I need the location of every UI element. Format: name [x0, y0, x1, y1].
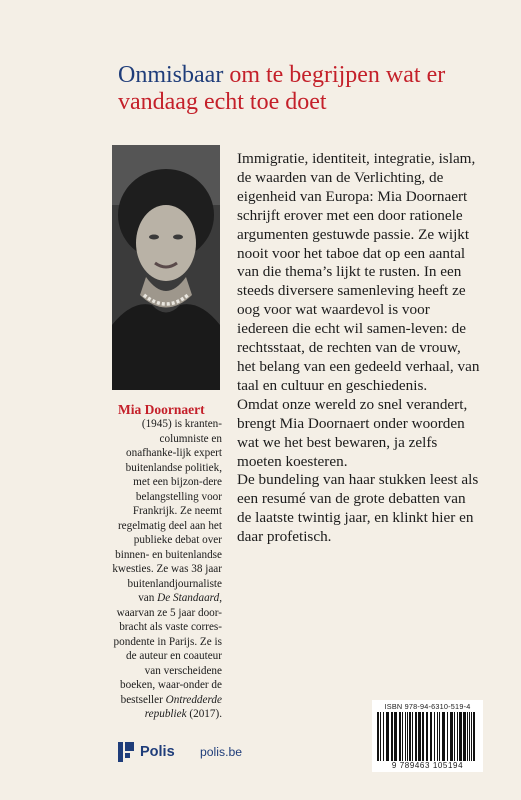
isbn-digits: 9 789463 105194 [391, 761, 464, 770]
blurb-paragraph-1: Immigratie, identiteit, integratie, islam, de waarden van de Verlichting, de eigenheid van Europa: Mia Doornaert schrijft erover met een door rationele argumenten gestuwde passie. Ze wijkt nooit voor het taboe dat op een aantal van die thema’s lijkt te rusten. In een steeds diversere samenleving heeft ze oog voor wat waardevol is voor iedereen die echt wil samen-leven: de rechtsstaat, de rechten van de vrouw, het belang van een gedeeld verhaal, van taal en cultuur en geschiedenis. [237, 150, 480, 394]
barcode-bars [376, 712, 479, 761]
bio-book-title: Ontredderde republiek [144, 693, 222, 720]
blurb [237, 150, 483, 547]
headline-emphasis: Onmisbaar [118, 62, 224, 88]
polis-logo-icon [118, 742, 134, 762]
bio-text-2: , waarvan ze 5 jaar door-bracht als vaste corres-pondente in Parijs. Ze is de auteur en coauteur van verscheidene boeken, waar-onder de bestseller [113, 592, 222, 706]
author-bio [112, 417, 222, 722]
publisher-url: polis.be [200, 745, 243, 759]
blurb-paragraph-3: De bundeling van haar stukken leest als een resumé van de grote debatten van de laatste twintig jaar, en klinkt hier en daar profetisch. [237, 471, 479, 546]
publisher-name: Polis [140, 744, 175, 760]
blurb-paragraph-2: Omdat onze wereld zo snel verandert, brengt Mia Doornaert onder woorden wat we het best bewaren, ja zelfs moeten koesteren. [237, 395, 468, 470]
isbn-label: ISBN 978-94-6310-519-4 [384, 702, 471, 711]
isbn-barcode [372, 700, 483, 772]
bio-newspaper: De Standaard [157, 592, 220, 604]
bio-text-3: (2017). [186, 708, 222, 720]
bio-text-1: (1945) is kranten-columniste en onafhanke-lijk expert buitenlandse politiek, met een bijzon-dere belangstelling voor Frankrijk. Ze neemt regelmatig deel aan het publieke debat over binnen- en buitenlandse kwesties. Ze was 38 jaar buitenlandjournaliste van [112, 418, 222, 604]
author-name: Mia Doornaert [118, 402, 205, 417]
author-photo [112, 145, 220, 390]
headline-rest: om te begrijpen wat er vandaag echt toe doet [118, 62, 446, 115]
publisher-logo [118, 740, 175, 764]
headline [118, 62, 458, 116]
